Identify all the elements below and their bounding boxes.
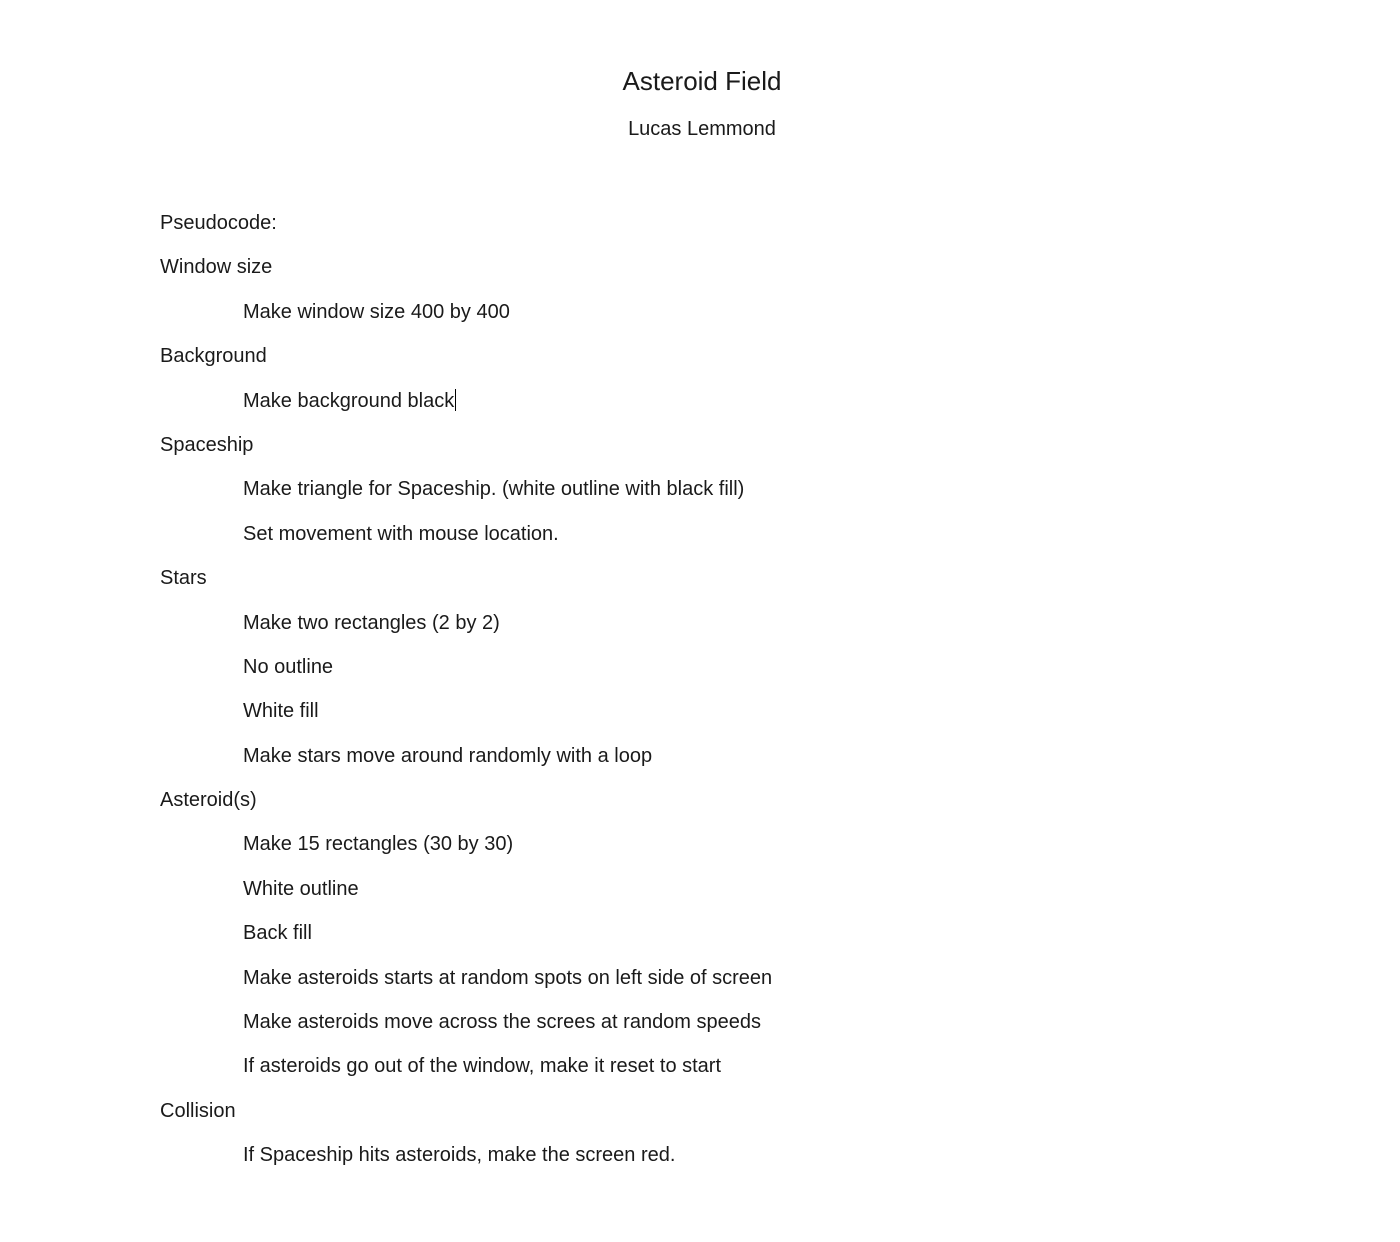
- heading-collision: Collision: [160, 1099, 236, 1122]
- line-collision-detail: If Spaceship hits asteroids, make the screen red.: [243, 1144, 676, 1167]
- document-body[interactable]: [160, 209, 1260, 1186]
- line-spaceship-shape: Make triangle for Spaceship. (white outline with black fill): [243, 478, 745, 501]
- line-stars-fill: White fill: [243, 700, 319, 723]
- heading-background: Background: [160, 345, 267, 368]
- line-asteroids-reset: If asteroids go out of the window, make it reset to start: [243, 1055, 722, 1078]
- line-asteroids-move: Make asteroids move across the screes at random speeds: [243, 1011, 762, 1034]
- document-author: Lucas Lemmond: [628, 118, 776, 140]
- line-stars-movement: Make stars move around randomly with a loop: [243, 744, 653, 767]
- heading-spaceship: Spaceship: [160, 433, 254, 456]
- line-background-detail: [160, 387, 1260, 431]
- text-cursor: [455, 389, 456, 411]
- line-stars-rectangles: Make two rectangles (2 by 2): [243, 611, 500, 634]
- heading-asteroids: Asteroid(s): [160, 789, 257, 812]
- line-asteroids-outline: White outline: [243, 877, 359, 900]
- line-spaceship-movement: Set movement with mouse location.: [243, 522, 559, 545]
- line-window-size-detail: Make window size 400 by 400: [243, 300, 510, 323]
- heading-pseudocode: Pseudocode:: [160, 212, 277, 234]
- heading-stars: Stars: [160, 567, 207, 590]
- document-title: Asteroid Field: [622, 66, 782, 96]
- line-stars-outline: No outline: [243, 655, 334, 678]
- line-asteroids-fill: Back fill: [243, 922, 312, 945]
- line-background-text: Make background black: [243, 389, 455, 412]
- line-asteroids-start: Make asteroids starts at random spots on left side of screen: [243, 966, 773, 989]
- line-asteroids-rectangles: Make 15 rectangles (30 by 30): [243, 833, 514, 856]
- heading-window-size: Window size: [160, 256, 273, 279]
